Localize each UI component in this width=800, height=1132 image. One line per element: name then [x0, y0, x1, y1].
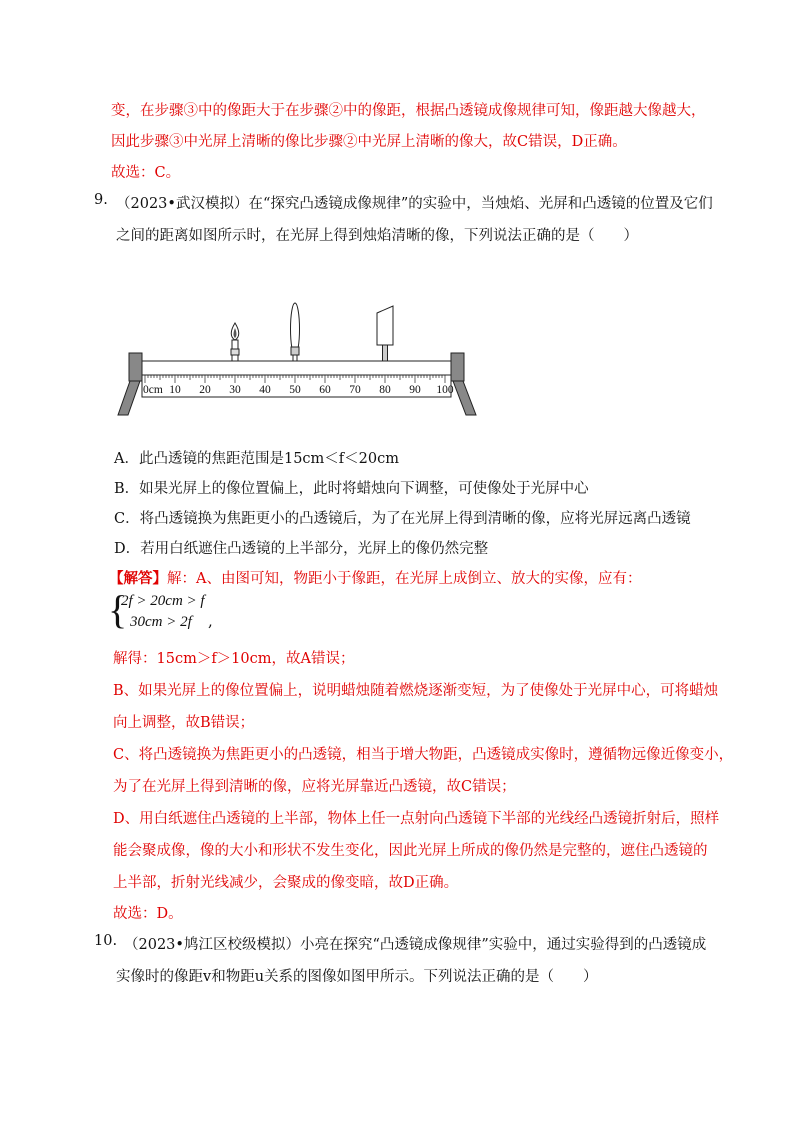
solution-d-line-1: D、用白纸遮住凸透镜的上半部，物体上任一点射向凸透镜下半部的光线经凸透镜折射后，照样: [113, 811, 720, 827]
option-b: B．如果光屏上的像位置偏上，此时将蜡烛向下调整，可使像处于光屏中心: [114, 481, 589, 497]
rail: [142, 361, 451, 375]
question-9-stem-line-1: （2023•武汉模拟）在“探究凸透镜成像规律”的实验中，当烛焰、光屏和凸透镜的位置及它们: [116, 196, 713, 212]
optical-bench-figure: [110, 295, 480, 420]
scale-label: 30: [229, 384, 241, 396]
solution-intro-line: [109, 567, 641, 588]
equation-comma: ,: [208, 612, 213, 630]
solution-d-line-2: 能会聚成像，像的大小和形状不发生变化，因此光屏上所成的像仍然是完整的，遮住凸透镜的: [113, 843, 708, 859]
solution-c-line-2: 为了在光屏上得到清晰的像，应将光屏靠近凸透镜，故C错误；: [113, 779, 516, 795]
left-stand: [118, 353, 142, 415]
prev-answer: 故选：C。: [111, 165, 181, 181]
scale-label: 70: [349, 384, 361, 396]
scale-label: 90: [409, 384, 421, 396]
scale-label: 40: [259, 384, 271, 396]
prev-solution-line-1: 变，在步骤③中的像距大于在步骤②中的像距，根据凸透镜成像规律可知，像距越大像越大，: [111, 103, 706, 119]
scale-label: 100: [436, 384, 454, 396]
solution-d-line-3: 上半部，折射光线减少，会聚成的像变暗，故D正确。: [113, 875, 459, 891]
scale-label: 60: [319, 384, 331, 396]
question-9-number: 9.: [94, 192, 108, 208]
solution-tag: 【解答】: [109, 570, 167, 587]
solution-b-line-1: B、如果光屏上的像位置偏上，说明蜡烛随着燃烧逐渐变短，为了使像处于光屏中心，可将蜡烛: [113, 683, 719, 699]
solution-answer: 故选：D。: [113, 906, 183, 922]
equation-2: 30cm > 2f: [130, 614, 192, 630]
question-10-stem-line-2: 实像时的像距v和物距u关系的图像如图甲所示。下列说法正确的是（ ）: [116, 969, 598, 985]
question-10-stem-line-1: （2023•鸠江区校级模拟）小亮在探究“凸透镜成像规律”实验中，通过实验得到的凸透镜成: [124, 937, 707, 953]
solution-c-line-1: C、将凸透镜换为焦距更小的凸透镜，相当于增大物距，凸透镜成实像时，遵循物远像近像变小，: [113, 747, 734, 763]
solution-intro: 解：A、由图可知，物距小于像距，在光屏上成倒立、放大的实像，应有：: [167, 571, 642, 587]
option-a: A．此凸透镜的焦距范围是15cm＜f＜20cm: [114, 451, 399, 467]
light-screen: [377, 306, 393, 361]
right-stand: [451, 353, 476, 415]
question-10-number: 10.: [94, 933, 118, 949]
option-c: C．将凸透镜换为焦距更小的凸透镜后，为了在光屏上得到清晰的像，应将光屏远离凸透镜: [114, 511, 691, 527]
equation-system: [108, 587, 228, 634]
option-d: D．若用白纸遮住凸透镜的上半部分，光屏上的像仍然完整: [114, 541, 489, 557]
question-9-stem-line-2: 之间的距离如图所示时，在光屏上得到烛焰清晰的像，下列说法正确的是（ ）: [116, 228, 638, 244]
scale-label: 0cm: [143, 384, 163, 396]
candle: [231, 323, 239, 361]
equation-1: 2f > 20cm > f: [121, 593, 205, 609]
scale-label: 20: [199, 384, 211, 396]
solution-result: 解得：15cm＞f＞10cm，故A错误；: [113, 651, 355, 667]
scale-label: 50: [289, 384, 301, 396]
scale-label: 10: [169, 384, 181, 396]
convex-lens: [291, 303, 300, 361]
solution-b-line-2: 向上调整，故B错误；: [113, 715, 255, 731]
scale-label: 80: [379, 384, 391, 396]
brace: {: [108, 587, 128, 632]
prev-solution-line-2: 因此步骤③中光屏上清晰的像比步骤②中光屏上清晰的像大，故C错误，D正确。: [111, 134, 627, 150]
